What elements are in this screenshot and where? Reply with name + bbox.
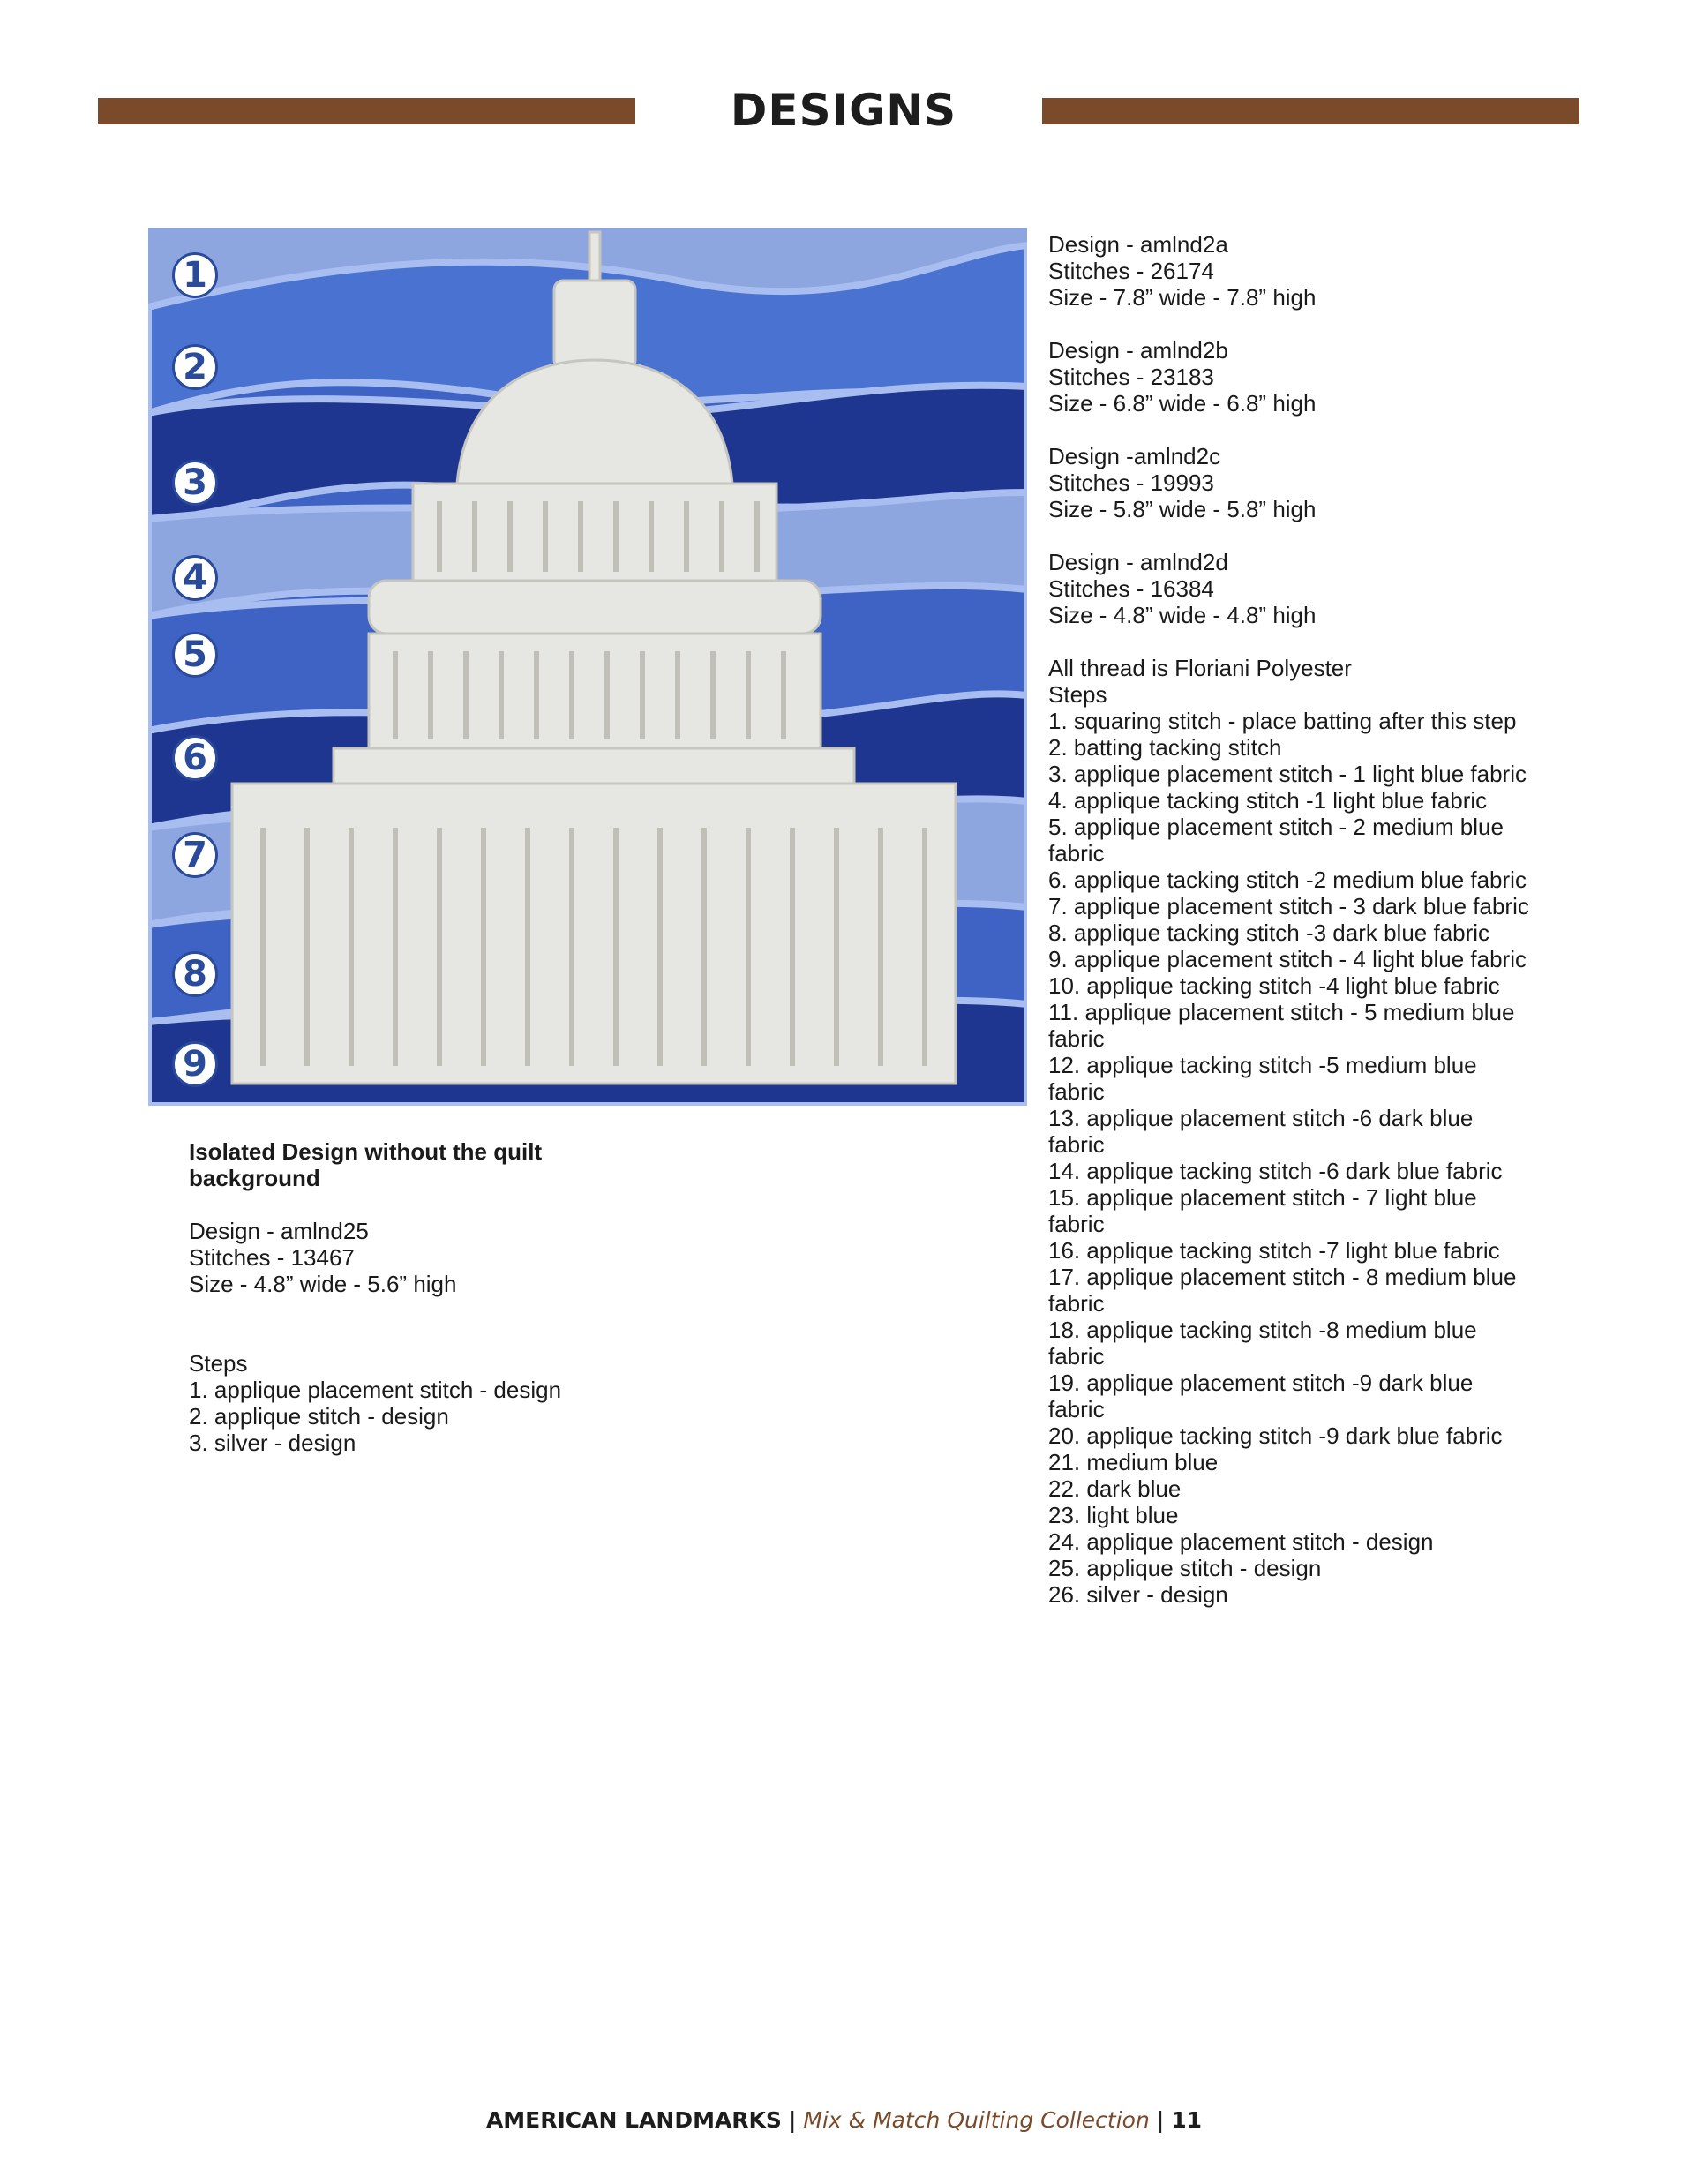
quilt-step-number: 9	[172, 1041, 218, 1087]
step-item: 2. batting tacking stitch	[1048, 734, 1282, 761]
step-item: 26. silver - design	[1048, 1581, 1228, 1608]
step-item: 11. applique placement stitch - 5 medium blue fabric	[1048, 999, 1515, 1052]
step-item: 22. dark blue	[1048, 1475, 1182, 1502]
design-name: Design -amlnd2c	[1048, 443, 1221, 469]
step-item: 9. applique placement stitch - 4 light blue fabric	[1048, 946, 1527, 972]
steps-label: Steps	[1048, 681, 1107, 708]
isolated-design-column	[189, 1138, 648, 1456]
design-name: Design - amlnd25	[189, 1218, 369, 1244]
footer-separator: |	[788, 2107, 797, 2133]
design-name: Design - amlnd2d	[1048, 549, 1228, 575]
step-item: 12. applique tacking stitch -5 medium blue fabric	[1048, 1052, 1477, 1105]
step-item: 24. applique placement stitch - design	[1048, 1528, 1434, 1555]
step-item: 18. applique tacking stitch -8 medium blue fabric	[1048, 1317, 1477, 1370]
quilt-step-number: 1	[172, 252, 218, 298]
steps-list	[1048, 708, 1529, 1608]
step-item: 8. applique tacking stitch -3 dark blue fabric	[1048, 919, 1490, 946]
design-size: Size - 4.8” wide - 4.8” high	[1048, 602, 1317, 628]
design-name: Design - amlnd2b	[1048, 337, 1228, 364]
step-item: 10. applique tacking stitch -4 light blue fabric	[1048, 972, 1500, 999]
step-item: 15. applique placement stitch - 7 light blue fabric	[1048, 1184, 1477, 1237]
step-item: 3. silver - design	[189, 1430, 356, 1456]
design-size: Size - 7.8” wide - 7.8” high	[1048, 284, 1317, 311]
quilt-step-number: 4	[172, 555, 218, 601]
step-item: 23. light blue	[1048, 1502, 1179, 1528]
quilt-step-number: 6	[172, 735, 218, 781]
header-bar-right	[1042, 98, 1579, 124]
design-size: Size - 4.8” wide - 5.6” high	[189, 1271, 457, 1297]
page-number: 11	[1171, 2107, 1203, 2133]
step-item: 1. applique placement stitch - design	[189, 1377, 562, 1403]
quilt-step-number: 7	[172, 832, 218, 878]
step-item: 17. applique placement stitch - 8 medium blue fabric	[1048, 1264, 1517, 1317]
capitol-quilt-image	[148, 228, 1027, 1106]
thread-note: All thread is Floriani Polyester	[1048, 655, 1352, 681]
design-specs-column	[1048, 231, 1529, 1608]
design-size: Size - 5.8” wide - 5.8” high	[1048, 496, 1317, 522]
quilt-step-number: 3	[172, 460, 218, 506]
design-size: Size - 6.8” wide - 6.8” high	[1048, 390, 1317, 417]
step-item: 14. applique tacking stitch -6 dark blue fabric	[1048, 1158, 1503, 1184]
step-item: 5. applique placement stitch - 2 medium blue fabric	[1048, 814, 1504, 867]
design-stitches: Stitches - 23183	[1048, 364, 1214, 390]
isolated-heading: Isolated Design without the quilt background	[189, 1138, 543, 1191]
step-item: 13. applique placement stitch -6 dark blue fabric	[1048, 1105, 1474, 1158]
footer-collection: Mix & Match Quilting Collection	[803, 2107, 1150, 2133]
quilt-step-number: 2	[172, 344, 218, 390]
step-item: 20. applique tacking stitch -9 dark blue fabric	[1048, 1422, 1503, 1449]
design-stitches: Stitches - 26174	[1048, 258, 1214, 284]
design-stitches: Stitches - 19993	[1048, 469, 1214, 496]
design-stitches: Stitches - 13467	[189, 1244, 355, 1271]
page-footer	[0, 2107, 1688, 2133]
quilt-step-number: 8	[172, 951, 218, 997]
step-item: 19. applique placement stitch -9 dark blue fabric	[1048, 1370, 1474, 1422]
page-title: DESIGNS	[730, 85, 957, 136]
step-item: 25. applique stitch - design	[1048, 1555, 1322, 1581]
step-item: 7. applique placement stitch - 3 dark blue fabric	[1048, 893, 1529, 919]
step-item: 1. squaring stitch - place batting after this step	[1048, 708, 1517, 734]
footer-separator: |	[1156, 2107, 1165, 2133]
step-item: 2. applique stitch - design	[189, 1403, 449, 1430]
steps-label: Steps	[189, 1350, 248, 1377]
design-name: Design - amlnd2a	[1048, 231, 1228, 258]
design-stitches: Stitches - 16384	[1048, 575, 1214, 602]
step-item: 6. applique tacking stitch -2 medium blue fabric	[1048, 867, 1527, 893]
footer-series: AMERICAN LANDMARKS	[485, 2107, 782, 2133]
quilt-step-number: 5	[172, 632, 218, 678]
header-bar-left	[98, 98, 635, 124]
step-item: 3. applique placement stitch - 1 light blue fabric	[1048, 761, 1527, 787]
step-item: 4. applique tacking stitch -1 light blue fabric	[1048, 787, 1488, 814]
step-item: 16. applique tacking stitch -7 light blue fabric	[1048, 1237, 1500, 1264]
step-item: 21. medium blue	[1048, 1449, 1219, 1475]
